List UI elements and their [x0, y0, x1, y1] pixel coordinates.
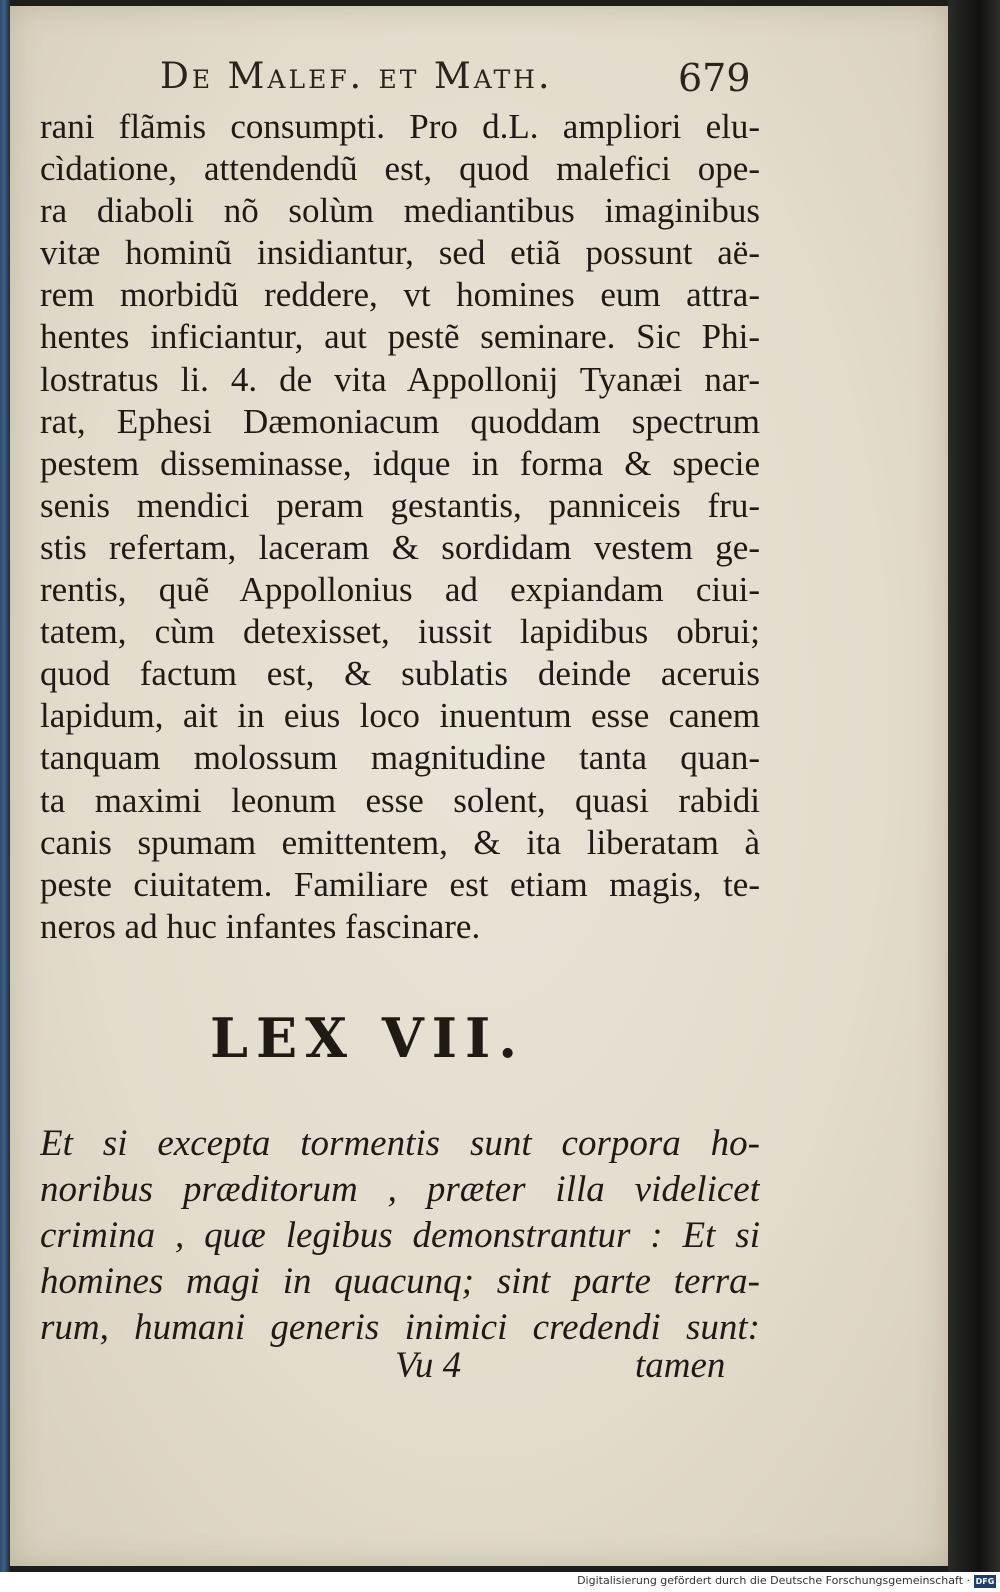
text-line: ta maximi leonum esse solent, quasi rabidi [40, 780, 760, 820]
italic-line: rum, humani generis inimici credendi sunt: [40, 1307, 760, 1348]
italic-line: crimina , quæ legibus demonstrantur : Et si [40, 1215, 760, 1256]
text-line: senis mendici peram gestantis, panniceis fru- [40, 485, 760, 525]
page-header [10, 56, 948, 106]
text-line: rentis, quẽ Appollonius ad expiandam ciui- [40, 570, 760, 610]
text-line: pestem disseminasse, idque in forma & specie [40, 443, 760, 483]
text-line: rani flãmis consumpti. Pro d.L. ampliori elu- [40, 107, 760, 146]
law-text [40, 1121, 760, 1351]
text-line: hentes inficiantur, aut pestẽ seminare. Sic Phi- [40, 317, 760, 357]
text-line: rem morbidũ reddere, vt homines eum attra- [40, 275, 760, 315]
page-footer [10, 1344, 948, 1390]
page-number: 679 [678, 56, 751, 100]
text-line: cìdatione, attendendũ est, quod malefici ope- [40, 149, 760, 189]
text-line: peste ciuitatem. Familiare est etiam magis, te- [40, 864, 760, 904]
running-title: De Malef. et Math. [160, 56, 553, 97]
text-line: quod factum est, & sublatis deinde aceruis [40, 654, 760, 694]
text-line: vitæ hominũ insidiantur, sed etiã possunt aë- [40, 233, 760, 273]
digitization-credit: Digitalisierung gefördert durch die Deutsche Forschungsgemeinschaft · [577, 1574, 970, 1587]
body-text [40, 106, 760, 948]
digitization-credit-bar [0, 1572, 1000, 1592]
italic-line: noribus præditorum , præter illa videlicet [40, 1169, 760, 1210]
text-line: tanquam molossum magnitudine tanta quan- [40, 738, 760, 778]
dfg-logo: DFG [975, 1577, 995, 1586]
text-line: lapidum, ait in eius loco inuentum esse canem [40, 696, 760, 736]
italic-line: Et si excepta tormentis sunt corpora ho- [40, 1123, 760, 1164]
page-edge-shadow [948, 0, 1000, 1572]
section-heading: LEX VII. [210, 1006, 526, 1070]
catchword: tamen [635, 1345, 726, 1386]
text-line: rat, Ephesi Dæmoniacum quoddam spectrum [40, 401, 760, 441]
signature-mark: Vu 4 [395, 1345, 462, 1386]
text-line-last: neros ad huc infantes fascinare. [40, 906, 481, 946]
text-line: canis spumam emittentem, & ita liberatam à [40, 822, 760, 862]
text-line: tatem, cùm detexisset, iussit lapidibus obrui; [40, 612, 760, 652]
book-page [10, 6, 948, 1566]
book-spine [0, 0, 10, 1572]
italic-line: homines magi in quacunq; sint parte terra- [40, 1261, 760, 1302]
text-line: lostratus li. 4. de vita Appollonij Tyanæi nar- [40, 359, 760, 399]
text-line: ra diaboli nõ solùm mediantibus imaginibus [40, 191, 760, 231]
text-line: stis refertam, laceram & sordidam vestem ge- [40, 527, 760, 567]
